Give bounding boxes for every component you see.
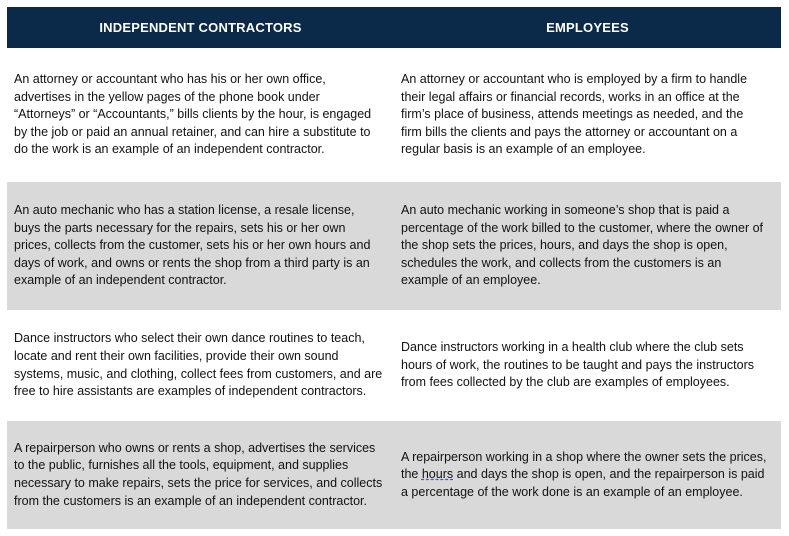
table-row <box>7 182 781 310</box>
contractor-cell: An auto mechanic who has a station license, a resale license, buys the parts necessary for the repairs, sets his or her own prices, collects from the customer, sets his or her own hours and days of work, and owns or rents the shop from a third party is an example of an independent contractor. <box>7 182 394 310</box>
comparison-table <box>7 7 781 529</box>
employee-cell: Dance instructors working in a health club where the club sets hours of work, the routines to be taught and pays the instructors from fees collected by the club are examples of employees. <box>394 310 781 421</box>
employee-text-part: and days the shop is open, and the repairperson is paid a percentage of the work done is an example of an employee. <box>401 467 765 499</box>
contractor-cell: A repairperson who owns or rents a shop, advertises the services to the public, furnishes all the tools, equipment, and supplies necessary to make repairs, sets the price for services, and collects from the customers is an example of an independent contractor. <box>7 421 394 529</box>
contractor-cell: An attorney or accountant who has his or her own office, advertises in the yellow pages of the phone book under “Attorneys” or “Accountants,” bills clients by the hour, is engaged by the job or paid an annual retainer, and can hire a substitute to do the work is an example of an independent contractor. <box>7 48 394 182</box>
employee-cell <box>394 421 781 529</box>
employee-text-part: A repairperson working in a shop where the owner sets the prices, the <box>401 449 767 482</box>
employee-cell: An attorney or accountant who is employed by a firm to handle their legal affairs or financial records, works in an office at the firm’s place of business, attends meetings as needed, and the firm bills the clients and pays the attorney or accountant on a regular basis is an example of an employee. <box>394 48 781 182</box>
table-row <box>7 421 781 529</box>
table-row <box>7 310 781 421</box>
header-employees: EMPLOYEES <box>394 7 781 48</box>
header-independent-contractors: INDEPENDENT CONTRACTORS <box>7 7 394 48</box>
employee-cell: An auto mechanic working in someone’s shop that is paid a percentage of the work billed to the customer, where the owner of the shop sets the prices, hours, and days the shop is open, schedules the work, and collects from the customers is an example of an employee. <box>394 182 781 310</box>
comparison-table-container <box>7 7 781 529</box>
spellcheck-flagged-word: hours <box>421 467 454 482</box>
table-row <box>7 48 781 182</box>
contractor-cell: Dance instructors who select their own dance routines to teach, locate and rent their own facilities, provide their own sound systems, music, and clothing, collect fees from customers, and are free to hire assistants are examples of independent contractors. <box>7 310 394 421</box>
header-row <box>7 7 781 48</box>
